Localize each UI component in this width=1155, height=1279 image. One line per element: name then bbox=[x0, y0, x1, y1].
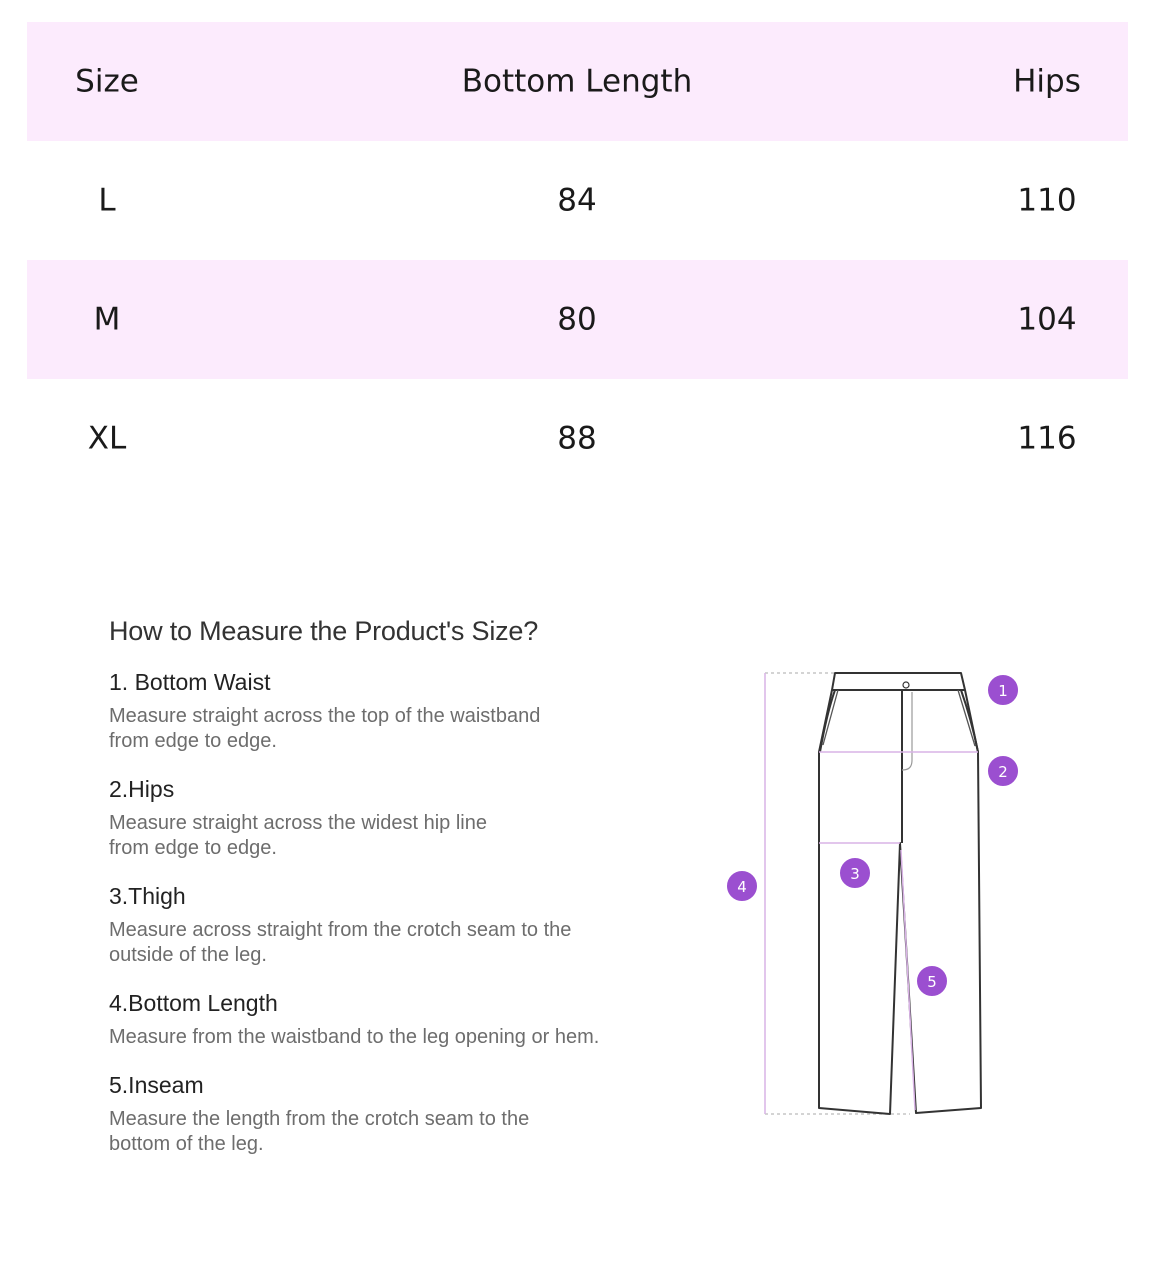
header-bottom-length: Bottom Length bbox=[461, 63, 693, 99]
step-desc bbox=[109, 811, 709, 861]
badge-1-label: 1 bbox=[998, 682, 1008, 700]
step-desc bbox=[109, 704, 709, 754]
table-row bbox=[27, 141, 1128, 260]
step-bottom-waist bbox=[109, 669, 709, 754]
header-hips: Hips bbox=[1013, 63, 1081, 99]
step-desc-line: Measure straight across the widest hip line bbox=[109, 812, 487, 834]
table-row bbox=[27, 379, 1128, 498]
step-desc-line: Measure the length from the crotch seam to the bbox=[109, 1108, 530, 1130]
header-size: Size bbox=[75, 63, 139, 99]
step-desc-line: Measure straight across the top of the waistband bbox=[109, 705, 541, 727]
step-title: 2.Hips bbox=[109, 776, 175, 802]
pants-outline bbox=[819, 673, 981, 1114]
step-hips bbox=[109, 776, 709, 861]
cell-size: L bbox=[98, 182, 116, 218]
cell-hips: 116 bbox=[1017, 420, 1077, 456]
step-desc-line: bottom of the leg. bbox=[109, 1133, 264, 1155]
step-desc bbox=[109, 1107, 709, 1157]
step-desc bbox=[109, 1025, 709, 1050]
cell-size: M bbox=[93, 301, 121, 337]
step-title: 1. Bottom Waist bbox=[109, 669, 271, 695]
step-title: 3.Thigh bbox=[109, 883, 186, 909]
measure-guide bbox=[109, 616, 709, 1179]
step-desc-line: outside of the leg. bbox=[109, 944, 267, 966]
badge-4 bbox=[726, 870, 758, 902]
badge-5 bbox=[916, 965, 948, 997]
size-chart-table bbox=[27, 22, 1128, 498]
step-desc-line: Measure across straight from the crotch seam to the bbox=[109, 919, 572, 941]
badge-5-label: 5 bbox=[927, 973, 937, 991]
step-bottom-length bbox=[109, 990, 709, 1050]
cell-size: XL bbox=[87, 420, 127, 456]
badge-1 bbox=[987, 674, 1019, 706]
badge-4-label: 4 bbox=[737, 878, 747, 896]
badge-3 bbox=[839, 857, 871, 889]
cell-hips: 104 bbox=[1017, 301, 1077, 337]
cell-bottom-length: 84 bbox=[557, 182, 597, 218]
step-desc bbox=[109, 918, 709, 968]
cell-bottom-length: 80 bbox=[557, 301, 597, 337]
step-desc-line: from edge to edge. bbox=[109, 837, 277, 859]
guide-title: How to Measure the Product's Size? bbox=[109, 616, 539, 646]
step-desc-line: from edge to edge. bbox=[109, 730, 277, 752]
table-header-row bbox=[27, 22, 1128, 141]
step-inseam bbox=[109, 1072, 709, 1157]
badge-2 bbox=[987, 755, 1019, 787]
step-desc-line: Measure from the waistband to the leg opening or hem. bbox=[109, 1026, 600, 1048]
step-thigh bbox=[109, 883, 709, 968]
step-title: 4.Bottom Length bbox=[109, 990, 278, 1016]
badge-3-label: 3 bbox=[850, 865, 860, 883]
cell-bottom-length: 88 bbox=[557, 420, 597, 456]
step-title: 5.Inseam bbox=[109, 1072, 204, 1098]
pants-diagram bbox=[720, 660, 1040, 1130]
badge-2-label: 2 bbox=[998, 763, 1008, 781]
table-row bbox=[27, 260, 1128, 379]
cell-hips: 110 bbox=[1017, 182, 1077, 218]
